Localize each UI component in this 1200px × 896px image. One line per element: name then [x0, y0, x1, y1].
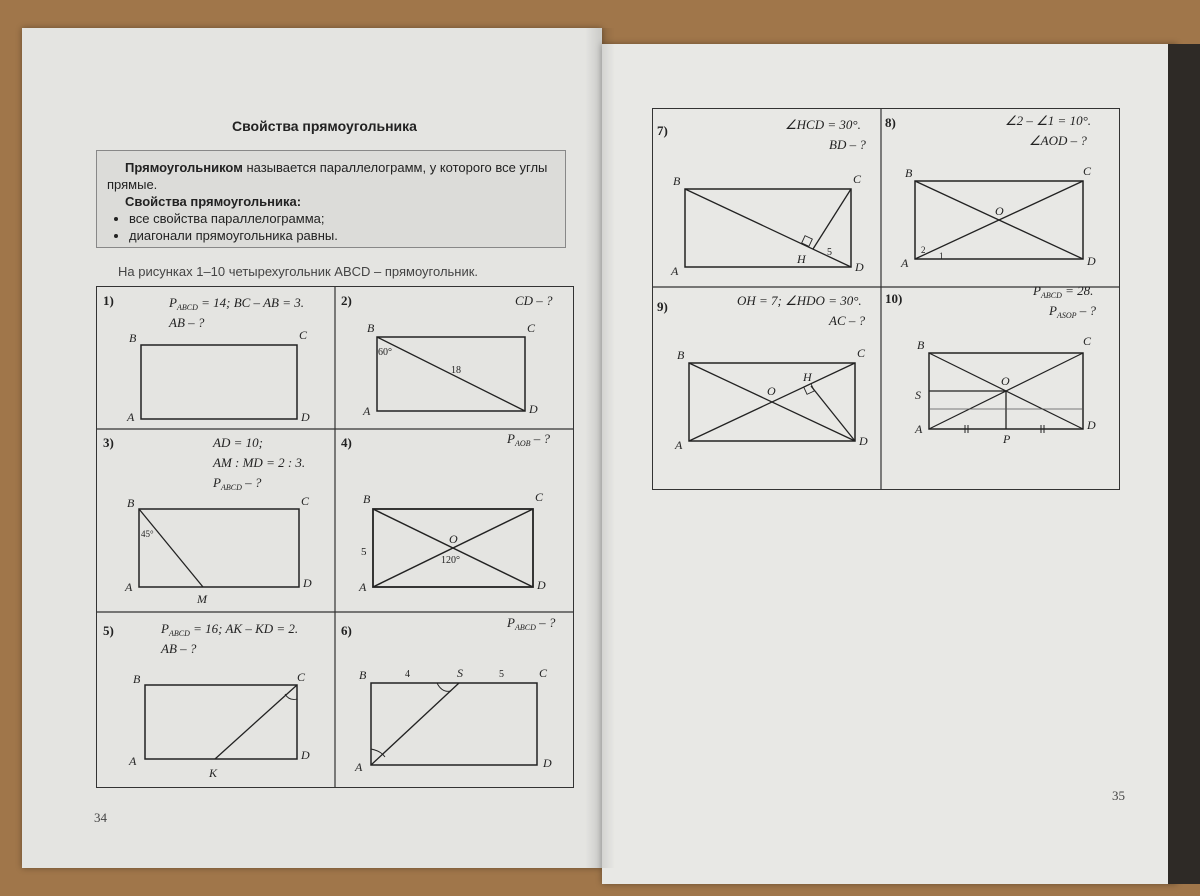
problem-condition: $P_{ABCD} = 14$; BC – AB = 3.	[169, 295, 304, 312]
problem-number: 8)	[885, 115, 896, 130]
problem-number: 9)	[657, 299, 668, 314]
vertex-label-b: B	[673, 174, 681, 188]
angle-label-2: 2	[921, 245, 926, 255]
definition-box	[96, 150, 566, 248]
vertex-label-d: D	[855, 260, 864, 274]
problem-number: 3)	[103, 435, 114, 450]
problem-2	[341, 293, 553, 418]
rectangle-abcd	[371, 683, 537, 765]
problem-question: ∠AOD – ?	[1029, 133, 1087, 148]
problem-condition: OH = 7; ∠HDO = 30°.	[737, 293, 862, 308]
problem-6	[341, 615, 556, 774]
angle-label: 45°	[141, 529, 154, 539]
point-label-m: M	[197, 592, 207, 606]
point-label-p: P	[1003, 432, 1011, 446]
rectangle-abcd	[139, 509, 299, 587]
vertex-label-a: A	[675, 438, 683, 452]
problem-number: 2)	[341, 293, 352, 308]
problem-8	[885, 113, 1096, 270]
problem-9	[657, 293, 868, 452]
page-stack-edge	[1168, 44, 1200, 884]
problem-1	[103, 293, 310, 424]
vertex-label-d: D	[529, 402, 538, 416]
center-label-o: O	[995, 204, 1004, 218]
vertex-label-b: B	[677, 348, 685, 362]
height-ch	[813, 189, 851, 249]
property-item: • все свойства параллелограмма;	[129, 210, 555, 227]
vertex-label-d: D	[301, 748, 310, 762]
segment-as	[371, 683, 459, 765]
rectangle-abcd	[141, 345, 297, 419]
vertex-label-c: C	[527, 321, 536, 335]
problem-question: CD – ?	[515, 293, 553, 308]
definition-text	[107, 159, 555, 193]
angle-label: 120°	[441, 555, 460, 566]
vertex-label-b: B	[129, 331, 137, 345]
vertex-label-a: A	[901, 256, 909, 270]
definition-term: Прямоугольником	[125, 160, 243, 175]
vertex-label-a: A	[359, 580, 367, 594]
vertex-label-a: A	[915, 422, 923, 436]
segment-ck	[215, 685, 297, 759]
problem-question: $P_{ABCD}$ – ?	[213, 475, 262, 492]
vertex-label-b: B	[359, 668, 367, 682]
vertex-label-d: D	[301, 410, 310, 424]
point-label-s: S	[915, 388, 921, 402]
problem-number: 7)	[657, 123, 668, 138]
vertex-label-a: A	[355, 760, 363, 774]
angle-label-1: 1	[939, 251, 944, 261]
problem-question: AB – ?	[169, 315, 205, 330]
problems-grid-left-svg	[97, 287, 573, 787]
point-label-h: H	[797, 252, 806, 266]
vertex-label-c: C	[539, 666, 548, 680]
vertex-label-c: C	[297, 670, 306, 684]
problem-4	[341, 431, 551, 594]
vertex-label-b: B	[367, 321, 375, 335]
property-item: • диагонали прямоугольника равны.	[129, 227, 555, 244]
problem-condition: $P_{ABCD} = 28$.	[1033, 283, 1094, 300]
page-title: Свойства прямоугольника	[232, 118, 417, 134]
problem-condition-1: AD = 10;	[213, 435, 263, 450]
center-label-o: O	[767, 384, 776, 398]
segment-bm	[139, 509, 203, 587]
side-length: 5	[361, 546, 367, 558]
point-label-h: H	[803, 370, 812, 384]
problem-number: 1)	[103, 293, 114, 308]
vertex-label-b: B	[133, 672, 141, 686]
page-number-right: 35	[1112, 788, 1125, 803]
vertex-label-a: A	[129, 754, 137, 768]
rectangle-abcd	[145, 685, 297, 759]
problem-number: 10)	[885, 291, 903, 306]
segment-length: 5	[827, 247, 832, 258]
vertex-label-a: A	[671, 264, 679, 278]
vertex-label-c: C	[1083, 164, 1092, 178]
vertex-label-d: D	[859, 434, 868, 448]
vertex-label-b: B	[363, 492, 371, 506]
problem-3	[103, 435, 312, 606]
properties-list	[107, 210, 555, 244]
vertex-label-c: C	[535, 490, 544, 504]
vertex-label-c: C	[1083, 334, 1092, 348]
height-dh	[811, 386, 855, 441]
problem-condition-2: AM : MD = 2 : 3.	[213, 455, 306, 470]
angle-arc-s	[437, 683, 451, 691]
angle-arc-a	[371, 749, 385, 757]
problem-question: $P_{ABCD}$ – ?	[507, 615, 556, 632]
intro-text: На рисунках 1–10 четырехугольник ABCD – прямоугольник.	[118, 264, 479, 279]
diagonal-length: 18	[451, 365, 461, 376]
vertex-label-d: D	[537, 578, 546, 592]
vertex-label-c: C	[857, 346, 866, 360]
vertex-label-d: D	[1087, 418, 1096, 432]
vertex-label-c: C	[301, 494, 310, 508]
center-label-o: O	[449, 532, 458, 546]
vertex-label-d: D	[303, 576, 312, 590]
definition-rest: называется параллелограмм, у которого все углы прямые.	[107, 160, 548, 192]
problem-condition: ∠2 – ∠1 = 10°.	[1005, 113, 1092, 128]
problem-question: BD – ?	[829, 137, 866, 152]
properties-heading: Свойства прямоугольника:	[125, 194, 302, 209]
segment-sc-length: 5	[499, 669, 504, 680]
problem-10	[885, 283, 1097, 446]
segment-bs-length: 4	[405, 669, 410, 680]
vertex-label-d: D	[1087, 254, 1096, 268]
problem-condition: $P_{ABCD} = 16$; AK – KD = 2.	[161, 621, 299, 638]
vertex-label-b: B	[127, 496, 135, 510]
angle-label: 60°	[378, 347, 392, 358]
problem-5	[103, 621, 310, 780]
page-number-left: 34	[94, 810, 107, 825]
problem-question: $P_{ASOP}$ – ?	[1049, 303, 1097, 320]
vertex-label-b: B	[917, 338, 925, 352]
problems-grid-left	[96, 286, 574, 788]
vertex-label-a: A	[127, 410, 135, 424]
problems-grid-right	[652, 108, 1120, 490]
point-label-k: K	[209, 766, 218, 780]
center-label-o: O	[1001, 374, 1010, 388]
vertex-label-d: D	[543, 756, 552, 770]
problem-question: AB – ?	[161, 641, 197, 656]
problem-number: 6)	[341, 623, 352, 638]
problem-number: 5)	[103, 623, 114, 638]
vertex-label-c: C	[299, 328, 308, 342]
problems-grid-right-svg	[653, 109, 1119, 489]
vertex-label-c: C	[853, 172, 862, 186]
problem-condition: ∠HCD = 30°.	[785, 117, 861, 132]
problem-question: AC – ?	[829, 313, 866, 328]
vertex-label-a: A	[363, 404, 371, 418]
problem-question: $P_{AOB}$ – ?	[507, 431, 551, 448]
point-label-s: S	[457, 666, 463, 680]
vertex-label-b: B	[905, 166, 913, 180]
vertex-label-a: A	[125, 580, 133, 594]
problem-number: 4)	[341, 435, 352, 450]
book-gutter	[585, 28, 615, 868]
problem-7	[657, 117, 866, 278]
